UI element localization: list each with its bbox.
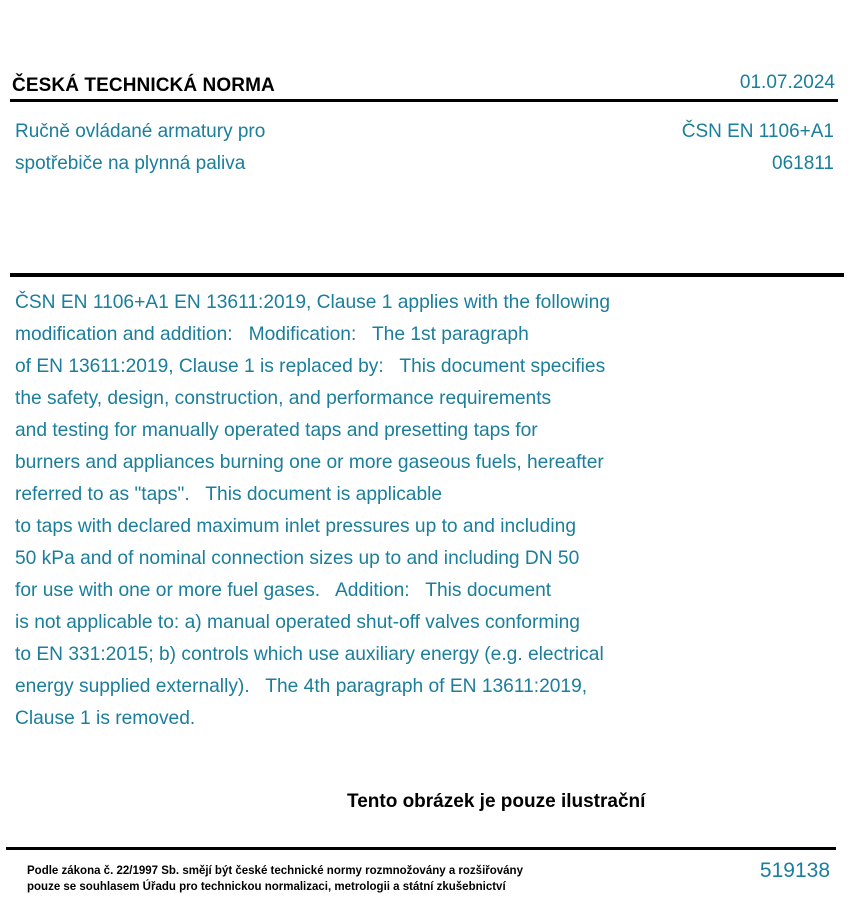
text-line: and testing for manually operated taps and presetting taps for [15,420,538,441]
text-line: referred to as "taps". This document is applicable [15,484,443,505]
text-line: to EN 331:2015; b) controls which use auxiliary energy (e.g. electrical [15,644,604,665]
standard-subject [15,116,265,180]
section-divider [10,273,844,277]
legal-notice [27,863,523,895]
legal-line: pouze se souhlasem Úřadu pro technickou normalizaci, metrologii a státní zkušebnictví [27,881,506,893]
illustration-note: Tento obrázek je pouze ilustrační [347,791,646,812]
text-line: Clause 1 is removed. [15,708,196,729]
classification-number: 061811 [772,153,834,174]
standard-type-title: ČESKÁ TECHNICKÁ NORMA [12,75,275,96]
standard-designation [682,116,834,180]
text-line: the safety, design, construction, and performance requirements [15,388,552,409]
scope-text [15,287,610,735]
footer-divider [6,847,836,850]
header-divider [10,99,838,102]
text-line: 50 kPa and of nominal connection sizes up to and including DN 50 [15,548,580,569]
standard-code: ČSN EN 1106+A1 [681,121,834,142]
text-line: burners and appliances burning one or more gaseous fuels, hereafter [15,452,604,473]
subject-line: Ručně ovládané armatury pro [15,121,266,142]
publication-date: 01.07.2024 [739,72,835,93]
text-line: ČSN EN 1106+A1 EN 13611:2019, Clause 1 applies with the following [15,292,610,313]
text-line: to taps with declared maximum inlet pressures up to and including [15,516,576,537]
text-line: for use with one or more fuel gases. Addition: This document [15,580,552,601]
legal-line: Podle zákona č. 22/1997 Sb. smějí být české technické normy rozmnožovány a rozšiřovány [27,865,523,877]
text-line: energy supplied externally). The 4th paragraph of EN 13611:2019, [15,676,588,697]
text-line: modification and addition: Modification: The 1st paragraph [15,324,529,345]
subject-line: spotřebiče na plynná paliva [15,153,246,174]
text-line: is not applicable to: a) manual operated shut-off valves conforming [15,612,580,633]
text-line: of EN 13611:2019, Clause 1 is replaced by: This document specifies [15,356,606,377]
document-number: 519138 [759,859,830,882]
